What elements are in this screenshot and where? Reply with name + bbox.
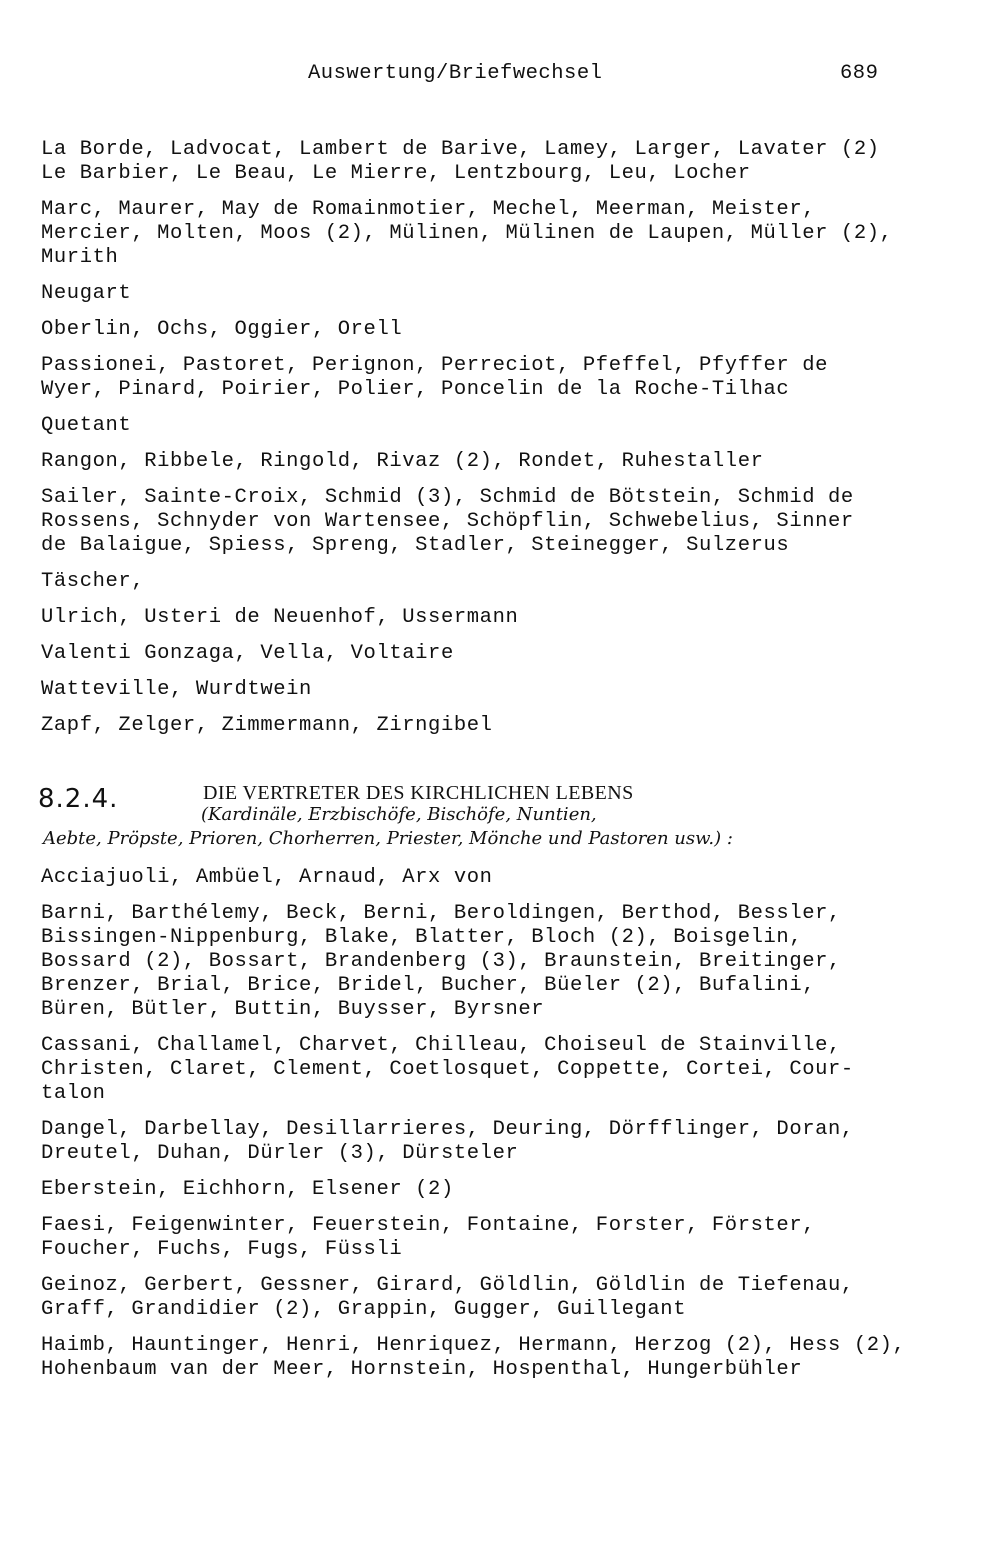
letter-group-H: Haimb, Hauntinger, Henri, Henriquez, Hermann, Herzog (2), Hess (2), Hohenbaum van der Meer, Hornstein, Hospenthal, Hungerbühler: [41, 1334, 906, 1381]
letter-group-N: Neugart: [41, 282, 132, 305]
letter-group-S: Sailer, Sainte-Croix, Schmid (3), Schmid de Bötstein, Schmid de Rossens, Schnyder von Wartensee, Schöpflin, Schwebelius, Sinner de Balaigue, Spiess, Spreng, Stadler, Steinegger, Sulzerus: [41, 486, 854, 557]
letter-group-D: Dangel, Darbellay, Desillarrieres, Deuring, Dörfflinger, Doran, Dreutel, Duhan, Dürler (3), Dürsteler: [41, 1118, 854, 1165]
letter-group-F: Faesi, Feigenwinter, Feuerstein, Fontaine, Forster, Förster, Foucher, Fuchs, Fugs, Füssli: [41, 1214, 816, 1261]
letter-group-C: Cassani, Challamel, Charvet, Chilleau, Choiseul de Stainville, Christen, Claret, Clement, Coetlosquet, Coppette, Cortei, Cour- talon: [41, 1034, 854, 1105]
letter-group-W: Watteville, Wurdtwein: [41, 678, 312, 701]
section-title: DIE VERTRETER DES KIRCHLICHEN LEBENS: [203, 782, 634, 804]
letter-group-Z: Zapf, Zelger, Zimmermann, Zirngibel: [41, 714, 493, 737]
section-heading: [38, 782, 971, 854]
letter-group-M: Marc, Maurer, May de Romainmotier, Mechel, Meerman, Meister, Mercier, Molten, Moos (2), Mülinen, Mülinen de Laupen, Müller (2), Murith: [41, 198, 893, 269]
letter-group-P: Passionei, Pastoret, Perignon, Perreciot, Pfeffel, Pfyffer de Wyer, Pinard, Poirier, Polier, Poncelin de la Roche-Tilhac: [41, 354, 829, 401]
letter-group-V: Valenti Gonzaga, Vella, Voltaire: [41, 642, 454, 665]
letter-group-R: Rangon, Ribbele, Ringold, Rivaz (2), Rondet, Ruhestaller: [41, 450, 764, 473]
page-number: 689: [840, 62, 879, 85]
section-number: 8.2.4.: [38, 784, 119, 814]
letter-group-Q: Quetant: [41, 414, 132, 437]
letter-group-A: Acciajuoli, Ambüel, Arnaud, Arx von: [41, 866, 493, 889]
letter-group-L: La Borde, Ladvocat, Lambert de Barive, Lamey, Larger, Lavater (2) Le Barbier, Le Beau, Le Mierre, Lentzbourg, Leu, Locher: [41, 138, 880, 185]
letter-group-G: Geinoz, Gerbert, Gessner, Girard, Göldlin, Göldlin de Tiefenau, Graff, Grandidier (2), Grappin, Gugger, Guillegant: [41, 1274, 854, 1321]
letter-group-U: Ulrich, Usteri de Neuenhof, Ussermann: [41, 606, 519, 629]
letter-group-E: Eberstein, Eichhorn, Elsener (2): [41, 1178, 454, 1201]
letter-group-O: Oberlin, Ochs, Oggier, Orell: [41, 318, 403, 341]
running-header-title: Auswertung/Briefwechsel: [308, 62, 603, 85]
section-subtitle-line1: (Kardinäle, Erzbischöfe, Bischöfe, Nuntien,: [201, 804, 597, 825]
section-subtitle-line2: Aebte, Pröpste, Prioren, Chorherren, Priester, Mönche und Pastoren usw.) :: [43, 828, 733, 849]
correspondent-index: [38, 138, 971, 1382]
letter-group-B: Barni, Barthélemy, Beck, Berni, Beroldingen, Berthod, Bessler, Bissingen-Nippenburg, Blake, Blatter, Bloch (2), Boisgelin, Bossard (2), Bossart, Brandenberg (3), Braunstein, Breitinger, Brenzer, Brial, Brice, Bridel, Bucher, Büeler (2), Bufalini, Büren, Bütler, Buttin, Buysser, Byrsner: [41, 902, 841, 1021]
letter-group-T: Täscher,: [41, 570, 145, 593]
